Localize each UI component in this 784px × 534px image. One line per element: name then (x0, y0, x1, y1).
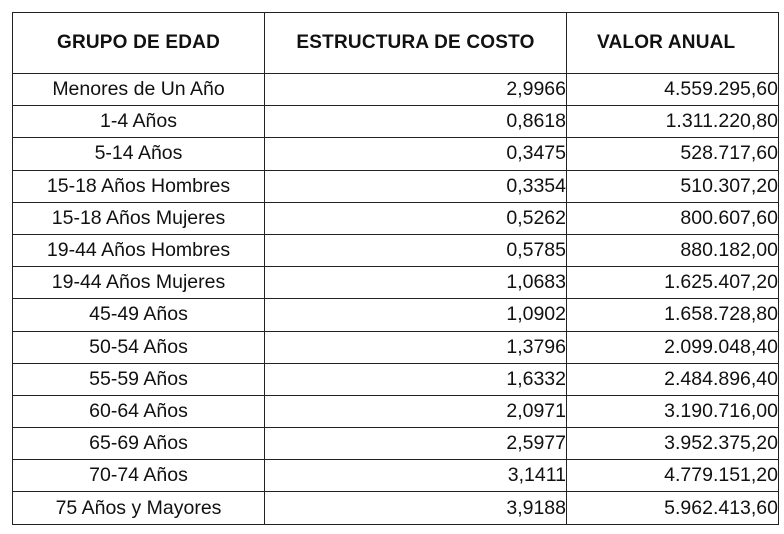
cost-structure-cell: 1,0902 (265, 299, 567, 331)
table-row (13, 74, 779, 106)
annual-value-cell: 4.559.295,60 (567, 74, 779, 106)
age-group-cell: 65-69 Años (13, 428, 265, 460)
age-group-cell: 15-18 Años Hombres (13, 170, 265, 202)
cost-structure-cell: 0,3475 (265, 138, 567, 170)
cost-structure-cell: 3,1411 (265, 460, 567, 492)
annual-value-cell: 5.962.413,60 (567, 492, 779, 524)
cost-structure-cell: 3,9188 (265, 492, 567, 524)
table-row (13, 492, 779, 524)
annual-value-cell: 1.311.220,80 (567, 106, 779, 138)
cost-table (12, 12, 779, 525)
table-row (13, 106, 779, 138)
age-group-cell: 55-59 Años (13, 363, 265, 395)
cost-structure-cell: 0,5785 (265, 234, 567, 266)
header-annual-value: VALOR ANUAL (567, 13, 779, 74)
table-row (13, 234, 779, 266)
table-row (13, 170, 779, 202)
annual-value-cell: 1.625.407,20 (567, 267, 779, 299)
annual-value-cell: 880.182,00 (567, 234, 779, 266)
annual-value-cell: 510.307,20 (567, 170, 779, 202)
cost-structure-cell: 2,5977 (265, 428, 567, 460)
age-group-cell: 19-44 Años Mujeres (13, 267, 265, 299)
table-body (13, 74, 779, 525)
age-group-cell: 19-44 Años Hombres (13, 234, 265, 266)
annual-value-cell: 800.607,60 (567, 202, 779, 234)
age-group-cell: 70-74 Años (13, 460, 265, 492)
table-row (13, 428, 779, 460)
cost-structure-cell: 1,0683 (265, 267, 567, 299)
header-row (13, 13, 779, 74)
cost-structure-cell: 0,8618 (265, 106, 567, 138)
cost-structure-cell: 1,3796 (265, 331, 567, 363)
age-group-cell: 15-18 Años Mujeres (13, 202, 265, 234)
cost-structure-cell: 0,3354 (265, 170, 567, 202)
age-group-cell: 1-4 Años (13, 106, 265, 138)
age-group-cell: Menores de Un Año (13, 74, 265, 106)
age-group-cell: 5-14 Años (13, 138, 265, 170)
annual-value-cell: 2.099.048,40 (567, 331, 779, 363)
table-row (13, 395, 779, 427)
annual-value-cell: 1.658.728,80 (567, 299, 779, 331)
table-row (13, 202, 779, 234)
cost-structure-cell: 2,0971 (265, 395, 567, 427)
table-row (13, 138, 779, 170)
annual-value-cell: 528.717,60 (567, 138, 779, 170)
table-row (13, 460, 779, 492)
table-row (13, 299, 779, 331)
annual-value-cell: 3.190.716,00 (567, 395, 779, 427)
age-group-cell: 60-64 Años (13, 395, 265, 427)
table-row (13, 267, 779, 299)
header-age-group: GRUPO DE EDAD (13, 13, 265, 74)
cost-structure-cell: 0,5262 (265, 202, 567, 234)
table-row (13, 331, 779, 363)
cost-structure-cell: 2,9966 (265, 74, 567, 106)
table-row (13, 363, 779, 395)
annual-value-cell: 4.779.151,20 (567, 460, 779, 492)
age-group-cell: 75 Años y Mayores (13, 492, 265, 524)
age-group-cell: 50-54 Años (13, 331, 265, 363)
age-group-cell: 45-49 Años (13, 299, 265, 331)
annual-value-cell: 3.952.375,20 (567, 428, 779, 460)
cost-structure-cell: 1,6332 (265, 363, 567, 395)
header-cost-structure: ESTRUCTURA DE COSTO (265, 13, 567, 74)
annual-value-cell: 2.484.896,40 (567, 363, 779, 395)
